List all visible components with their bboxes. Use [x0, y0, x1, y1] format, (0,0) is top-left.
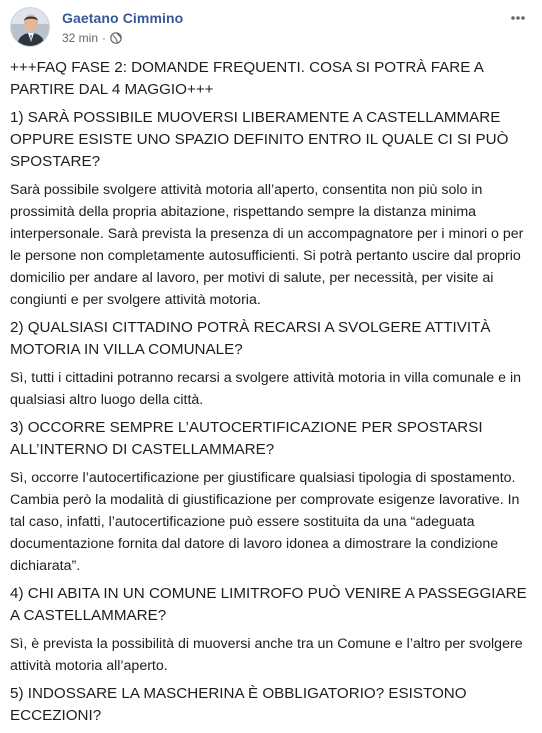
faq-answer: Sì, occorre l’autocertificazione per giustificare qualsiasi tipologia di spostamento. Cambia però la modalità di giustificazione per comprovate esigenze lavorative. In tal caso, infatti, l’autocertificazione può essere sostituita da una “adeguata documentazione fornita dal datore di lavoro idonea a dimostrare la condizione dichiarata”.: [10, 470, 520, 574]
post-header: [10, 6, 532, 50]
post-meta: [62, 31, 122, 45]
author-avatar[interactable]: [10, 7, 50, 47]
faq-question: 1) SARÀ POSSIBILE MUOVERSI LIBERAMENTE A CASTELLAMMARE OPPURE ESISTE UNO SPAZIO DEFINITO ENTRO IL QUALE CI SI PUÒ SPOSTARE?: [10, 109, 509, 170]
globe-icon[interactable]: [110, 32, 122, 44]
faq-question: 4) CHI ABITA IN UN COMUNE LIMITROFO PUÒ VENIRE A PASSEGGIARE A CASTELLAMMARE?: [10, 585, 527, 624]
faq-answer: Sarà possibile svolgere attività motoria all’aperto, consentita non più solo in prossimità della propria abitazione, rispettando sempre la distanza minima interpersonale. Sarà prevista la presenza di un accompagnatore per i minori o per le persone non completamente autosufficienti. Si potrà pertanto uscire dal proprio domicilio per andare al lavoro, per motivi di salute, per necessità, per visite ai congiunti e per svolgere attività motoria.: [10, 182, 524, 308]
meta-separator: ·: [102, 31, 107, 45]
author-name[interactable]: Gaetano Cimmino: [62, 10, 184, 26]
post-timestamp[interactable]: 32 min: [62, 31, 99, 45]
faq-answer: Sì, tutti i cittadini potranno recarsi a svolgere attività motoria in villa comunale e in qualsiasi altro luogo della città.: [10, 370, 521, 408]
more-options-icon[interactable]: [506, 6, 530, 30]
faq-answer: Sì, è prevista la possibilità di muoversi anche tra un Comune e l’altro per svolgere attività motoria all’aperto.: [10, 636, 523, 674]
avatar-portrait: [11, 8, 50, 47]
post-title: +++FAQ FASE 2: DOMANDE FREQUENTI. COSA SI POTRÀ FARE A PARTIRE DAL 4 MAGGIO+++: [10, 59, 484, 98]
faq-question: 2) QUALSIASI CITTADINO POTRÀ RECARSI A SVOLGERE ATTIVITÀ MOTORIA IN VILLA COMUNALE?: [10, 319, 491, 358]
post-body: [10, 57, 532, 733]
faq-question: 3) OCCORRE SEMPRE L’AUTOCERTIFICAZIONE PER SPOSTARSI ALL’INTERNO DI CASTELLAMMARE?: [10, 419, 483, 458]
faq-question: 5) INDOSSARE LA MASCHERINA È OBBLIGATORIO? ESISTONO ECCEZIONI?: [10, 685, 467, 724]
